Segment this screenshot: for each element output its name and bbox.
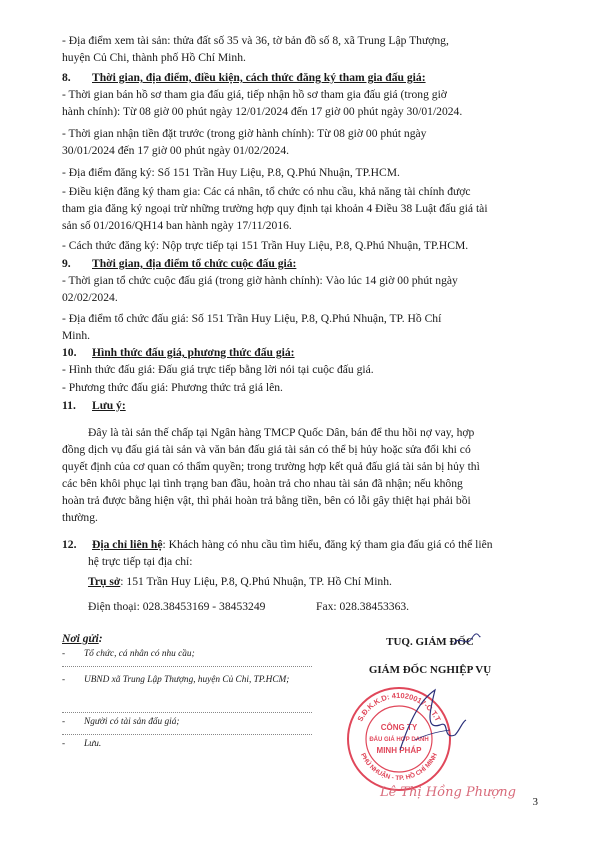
signature-title-1: TUQ. GIÁM ĐỐC: [386, 636, 474, 648]
section-11-number: 11.: [62, 399, 76, 412]
section-10-title: Hình thức đấu giá, phương thức đấu giá:: [92, 346, 295, 359]
section-8-title: Thời gian, địa điểm, điều kiện, cách thức đăng ký tham gia đấu giá:: [92, 71, 426, 84]
note-line-3: quyết định của cơ quan có thẩm quyền; trong trường hợp kết quả đấu giá tài sản bị hủy thì: [62, 460, 480, 473]
headquarters-label: Trụ sở: [88, 575, 121, 588]
stamp-center-line-2: ĐẤU GIÁ HỢP DANH: [369, 737, 429, 743]
auction-time-line-2: 02/02/2024.: [62, 291, 118, 304]
section-11-title: Lưu ý:: [92, 399, 126, 412]
registration-condition-line: - Điều kiện đăng ký tham gia: Các cá nhân, tổ chức có nhu cầu, khả năng tài chính được: [62, 185, 471, 198]
divider: [62, 666, 312, 667]
registration-condition-line-2: tham gia đăng ký ngoại trừ những trường hợp quy định tại khoản 4 Điều 38 Luật đấu giá tài: [62, 202, 488, 215]
stamp-center-line-3: MINH PHÁP: [376, 746, 422, 755]
section-8-heading: [62, 69, 582, 86]
divider: [62, 734, 312, 735]
stamp-ring-text: S.Đ.K.K.D: 41020017-C.T.T: [355, 690, 443, 723]
section-12-text: : Khách hàng có nhu cầu tìm hiểu, đăng ký tham gia đấu giá có thể liên: [162, 538, 493, 551]
divider: [62, 712, 312, 713]
list-item: - UBND xã Trung Lập Thượng, huyện Củ Chi, TP.HCM;: [62, 675, 290, 685]
auction-location-line: - Địa điểm tổ chức đấu giá: Số 151 Trần Huy Liệu, P.8, Q.Phú Nhuận, TP. Hồ Chí: [62, 312, 442, 325]
signature-title-2: GIÁM ĐỐC NGHIỆP VỤ: [368, 664, 492, 676]
registration-method-line: - Cách thức đăng ký: Nộp trực tiếp tại 151 Trần Huy Liệu, P.8, Q.Phú Nhuận, TP.HCM.: [62, 239, 469, 252]
list-item: - Tổ chức, cá nhân có nhu cầu;: [62, 649, 195, 659]
fax-number: Fax: 028.38453363.: [316, 600, 410, 613]
handwritten-signature: [380, 680, 470, 770]
section-12-title: Địa chỉ liên hệ: [92, 538, 163, 551]
deposit-time-line: - Thời gian nhận tiền đặt trước (trong giờ hành chính): Từ 08 giờ 00 phút ngày: [62, 127, 427, 140]
stamp-bottom-text: PHÚ NHUẬN - TP. HỒ CHÍ MINH: [359, 752, 439, 783]
section-11-heading: [62, 397, 582, 414]
page-number: 3: [532, 796, 538, 808]
list-item: - Người có tài sản đấu giá;: [62, 717, 180, 727]
list-item: - Lưu.: [62, 739, 102, 749]
registration-condition-line-3: sản số 01/2016/QH14 ban hành ngày 17/11/2016.: [62, 219, 292, 232]
section-12-heading: [62, 536, 582, 553]
section-9-number: 9.: [62, 257, 71, 270]
deposit-time-line-2: 30/01/2024 đến 17 giờ 00 phút ngày 01/02/2024.: [62, 144, 290, 157]
recipients-heading: [62, 632, 103, 645]
section-10-heading: [62, 344, 582, 361]
auction-method-line: - Phương thức đấu giá: Phương thức trả giá lên.: [62, 381, 283, 394]
phone-number: Điện thoại: 028.38453169 - 38453249: [88, 600, 266, 613]
headquarters-address: : 151 Trần Huy Liệu, P.8, Q.Phú Nhuận, TP. Hồ Chí Minh.: [120, 575, 392, 588]
auction-time-line: - Thời gian tổ chức cuộc đấu giá (trong giờ hành chính): Vào lúc 14 giờ 00 phút ngày: [62, 274, 458, 287]
registration-location-line: - Địa điểm đăng ký: Số 151 Trần Huy Liệu, P.8, Q.Phú Nhuận, TP.HCM.: [62, 166, 400, 179]
view-location-line-2: huyện Củ Chi, thành phố Hồ Chí Minh.: [62, 51, 246, 64]
section-12-number: 12.: [62, 538, 77, 551]
section-9-heading: [62, 255, 582, 272]
headquarters-line: [88, 573, 600, 590]
note-line-2: đồng dịch vụ đấu giá tài sản và văn bản đấu giá tài sản có thể bị hủy hoặc sửa đổi khi có: [62, 443, 471, 456]
stamp-center-line-1: CÔNG TY: [380, 723, 418, 732]
recipients-colon: :: [98, 632, 103, 645]
initial-mark: [452, 630, 482, 650]
recipients-title: Nơi gửi: [62, 632, 99, 645]
note-line-6: thường.: [62, 511, 98, 524]
signer-name: Lê Thị Hồng Phượng: [380, 785, 516, 800]
note-line-4: các bên khôi phục lại tình trạng ban đầu, hoàn trả cho nhau tài sản đã nhận; nếu không: [62, 477, 463, 490]
note-line-5: hoàn trả được bằng hiện vật, thì phải hoàn trả bằng tiền, bên có lỗi gây thiệt hại phải bồi: [62, 494, 471, 507]
section-8-number: 8.: [62, 71, 71, 84]
note-line-1: Đây là tài sản thế chấp tại Ngân hàng TMCP Quốc Dân, bán để thu hồi nợ vay, hợp: [88, 426, 475, 439]
dossier-time-line: - Thời gian bán hồ sơ tham gia đấu giá, tiếp nhận hồ sơ tham gia đấu giá (trong giờ: [62, 88, 447, 101]
auction-form-line: - Hình thức đấu giá: Đấu giá trực tiếp bằng lời nói tại cuộc đấu giá.: [62, 363, 374, 376]
phone-line: [88, 598, 600, 615]
section-9-title: Thời gian, địa điểm tổ chức cuộc đấu giá:: [92, 257, 297, 270]
section-10-number: 10.: [62, 346, 77, 359]
contact-line-2: hệ trực tiếp tại địa chỉ:: [88, 555, 193, 568]
dossier-time-line-2: hành chính): Từ 08 giờ 00 phút ngày 12/01/2024 đến 17 giờ 00 phút ngày 30/01/2024.: [62, 105, 463, 118]
auction-location-line-2: Minh.: [62, 329, 91, 342]
view-location-line: - Địa điểm xem tài sản: thửa đất số 35 và 36, tờ bản đồ số 8, xã Trung Lập Thượng,: [62, 34, 449, 47]
